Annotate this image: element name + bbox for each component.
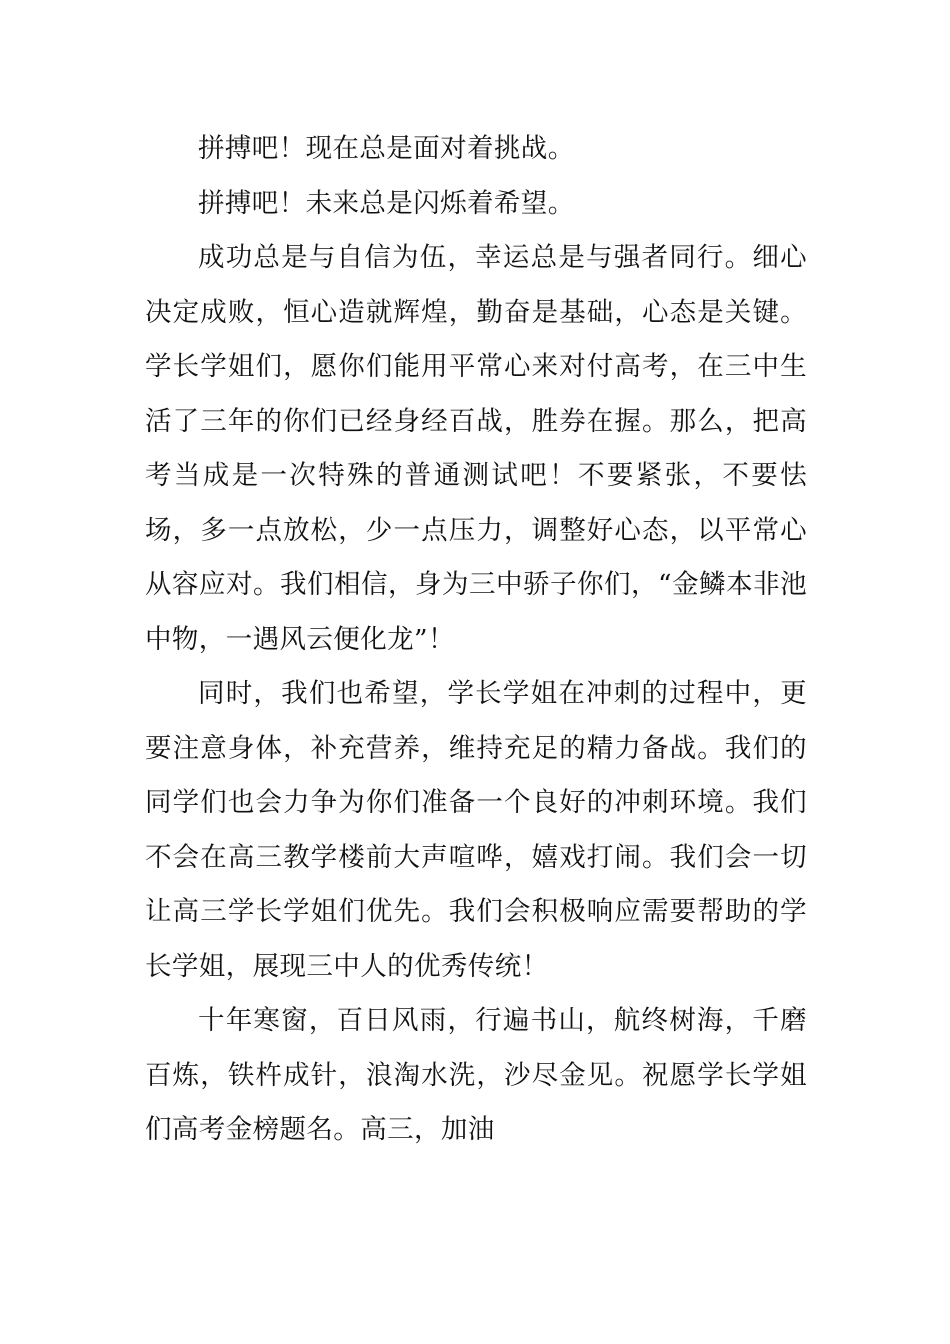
paragraph-1: 拼搏吧！现在总是面对着挑战。 bbox=[198, 133, 575, 164]
paragraph-4: 同时，我们也希望，学长学姐在冲刺的过程中，更要注意身体，补充营养，维持充足的精力备战。我们的同学们也会力争为你们准备一个良好的冲刺环境。我们不会在高三教学楼前大声喧哗，嬉戏打闹。我们会一切让高三学长学姐们优先。我们会积极响应需要帮助的学长学姐，展现三中人的优秀传统！ bbox=[145, 678, 807, 982]
paragraph-5: 十年寒窗，百日风雨，行遍书山，航终树海，千磨百炼，铁杵成针，浪淘水洗，沙尽金见。祝愿学长学姐们高考金榜题名。高三，加油 bbox=[145, 1005, 807, 1145]
document-body bbox=[145, 122, 807, 1158]
paragraph-2: 拼搏吧！未来总是闪烁着希望。 bbox=[198, 187, 575, 219]
paragraph-3: 成功总是与自信为伍，幸运总是与强者同行。细心决定成败，恒心造就辉煌，勤奋是基础，心态是关键。学长学姐们，愿你们能用平常心来对付高考，在三中生活了三年的你们已经身经百战，胜券在握。那么，把高考当成是一次特殊的普通测试吧！不要紧张，不要怯场，多一点放松，少一点压力，调整好心态，以平常心从容应对。我们相信，身为三中骄子你们，“金鳞本非池中物，一遇风云便化龙”！ bbox=[145, 242, 807, 655]
